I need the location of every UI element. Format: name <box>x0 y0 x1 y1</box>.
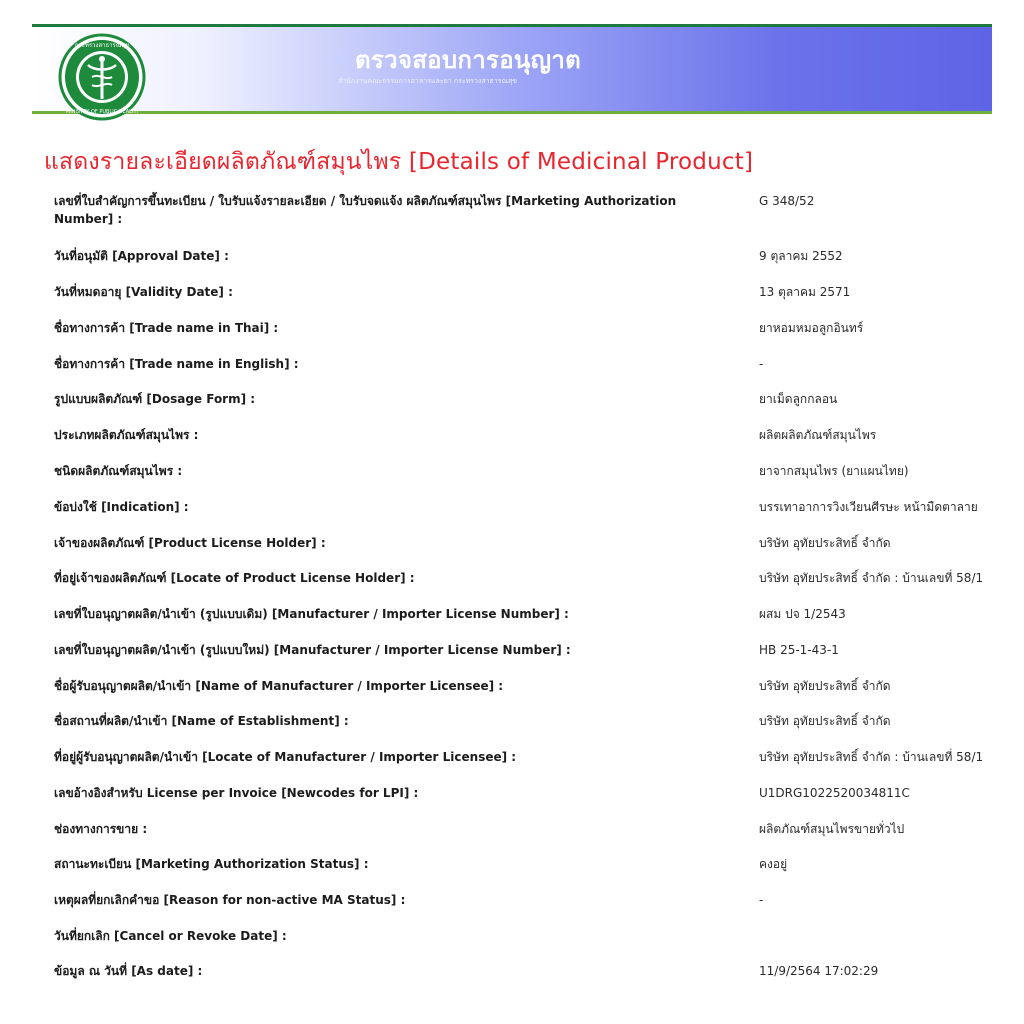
detail-value: คงอยู่ <box>759 857 788 871</box>
detail-label: ชื่อทางการค้า [Trade name in Thai] : <box>54 321 279 335</box>
detail-value: G 348/52 <box>759 194 815 208</box>
detail-value: - <box>759 357 764 371</box>
detail-label: สถานะทะเบียน [Marketing Authorization Status] : <box>54 857 369 871</box>
detail-label: ชนิดผลิตภัณฑ์สมุนไพร : <box>54 464 183 478</box>
detail-label: ชื่อผู้รับอนุญาตผลิต/นำเข้า [Name of Manufacturer / Importer Licensee] : <box>54 679 504 693</box>
detail-label: ช่องทางการขาย : <box>54 822 148 836</box>
page-title: แสดงรายละเอียดผลิตภัณฑ์สมุนไพร [Details of Medicinal Product] <box>44 149 754 175</box>
banner-title-text: ตรวจสอบการอนุญาต <box>355 46 582 74</box>
detail-value: บริษัท อุทัยประสิทธิ์ จำกัด : บ้านเลขที่ 58/1 <box>759 571 984 585</box>
detail-value: ยาเม็ดลูกกลอน <box>759 392 838 406</box>
detail-label: วันที่ยกเลิก [Cancel or Revoke Date] : <box>54 929 287 943</box>
detail-label: เหตุผลที่ยกเลิกคำขอ [Reason for non-active MA Status] : <box>54 893 406 907</box>
detail-label: เลขอ้างอิงสำหรับ License per Invoice [Newcodes for LPI] : <box>54 786 419 800</box>
banner-subtitle: สำนักงานคณะกรรมการอาหารและยา กระทรวงสาธารณสุข <box>338 77 518 85</box>
detail-value: บรรเทาอาการวิงเวียนศีรษะ หน้ามืดตาลาย <box>759 500 978 514</box>
detail-label: เลขที่ใบสำคัญการขึ้นทะเบียน / ใบรับแจ้งรายละเอียด / ใบรับจดแจ้ง ผลิตภัณฑ์สมุนไพร [Marketing Authorization Number] : <box>54 194 677 226</box>
detail-label: ที่อยู่เจ้าของผลิตภัณฑ์ [Locate of Product License Holder] : <box>54 571 415 585</box>
detail-label: ชื่อทางการค้า [Trade name in English] : <box>54 357 299 371</box>
detail-value: 13 ตุลาคม 2571 <box>759 285 851 299</box>
seal-text-bottom: MINISTRY OF PUBLIC HEALTH <box>65 109 139 115</box>
detail-label: ชื่อสถานที่ผลิต/นำเข้า [Name of Establishment] : <box>54 714 349 728</box>
detail-value: 11/9/2564 17:02:29 <box>759 964 879 978</box>
detail-label: วันที่หมดอายุ [Validity Date] : <box>54 285 233 299</box>
detail-value: บริษัท อุทัยประสิทธิ์ จำกัด <box>759 536 891 550</box>
detail-label: เลขที่ใบอนุญาตผลิต/นำเข้า (รูปแบบเดิม) [Manufacturer / Importer License Number] : <box>54 607 569 621</box>
detail-label: วันที่อนุมัติ [Approval Date] : <box>54 249 229 263</box>
detail-value: บริษัท อุทัยประสิทธิ์ จำกัด <box>759 714 891 728</box>
detail-label: เจ้าของผลิตภัณฑ์ [Product License Holder] : <box>54 536 326 550</box>
detail-label: ที่อยู่ผู้รับอนุญาตผลิต/นำเข้า [Locate of Manufacturer / Importer Licensee] : <box>54 750 517 764</box>
detail-value: - <box>759 893 764 907</box>
detail-label: ข้อบ่งใช้ [Indication] : <box>54 500 189 514</box>
detail-label: เลขที่ใบอนุญาตผลิต/นำเข้า (รูปแบบใหม่) [Manufacturer / Importer License Number] : <box>54 643 571 657</box>
detail-value: บริษัท อุทัยประสิทธิ์ จำกัด : บ้านเลขที่ 58/1 <box>759 750 984 764</box>
detail-value: ผลิตภัณฑ์สมุนไพรขายทั่วไป <box>759 822 905 836</box>
detail-label: รูปแบบผลิตภัณฑ์ [Dosage Form] : <box>54 392 256 406</box>
detail-value: ผสม ปจ 1/2543 <box>759 607 846 621</box>
detail-label: ประเภทผลิตภัณฑ์สมุนไพร : <box>54 428 199 442</box>
detail-value: ยาจากสมุนไพร (ยาแผนไทย) <box>759 464 909 478</box>
detail-value: U1DRG1022520034811C <box>759 786 910 800</box>
seal-text-top: กระทรวงสาธารณสุข <box>74 42 130 49</box>
detail-value: HB 25-1-43-1 <box>759 643 839 657</box>
detail-value: ยาหอมหมอลูกอินทร์ <box>759 321 864 335</box>
detail-label: ข้อมูล ณ วันที่ [As date] : <box>54 964 203 978</box>
detail-value: ผลิตผลิตภัณฑ์สมุนไพร <box>759 428 877 442</box>
detail-value: 9 ตุลาคม 2552 <box>759 249 843 263</box>
detail-value: บริษัท อุทัยประสิทธิ์ จำกัด <box>759 679 891 693</box>
